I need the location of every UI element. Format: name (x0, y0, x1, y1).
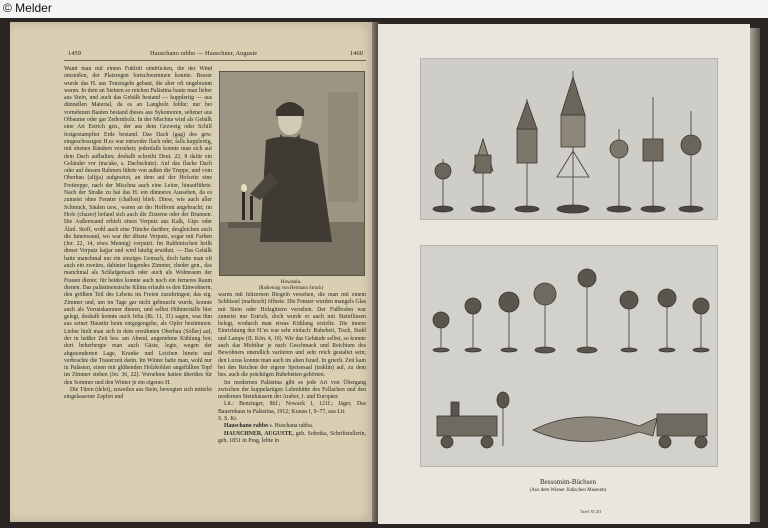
top-bar (0, 0, 768, 18)
author-initials: S. S. Kr. (218, 416, 238, 423)
entry-text: s. Hoschana rabba. (269, 423, 314, 430)
hawdala-etching (219, 71, 365, 276)
literature: Lit.: Benzinger, 86f.; Nowack I, 121f.; Jäger, Das Bauernhaus in Palästina, 1912; Krauss I, 9–77, aus Lit. (218, 401, 366, 415)
spice-boxes-illustration (421, 246, 717, 466)
text-column-left (64, 66, 212, 476)
paragraph: Wand man mit einem Fußtritt eindrücken, die der Wind umstoßen, der Platzregen fortschwemmen konnte. Besser wurde das H. aus Tonziegeln gebaut, die aber oft ungebrannt waren. In dem an Steinen so reichen Palästina baute man lieber aus Stein, und auch das Gebälk bestand — kupplertig — aus dünnellen Material, da es an Langholz fehlte; nur bei vornehmen Bauten bestand dieses aus Sykomoren, seltener aus Olbaume oder gar Zedernholz. In der Mischna wird als Gebälk eine Art Estrich gen., der aus dem Gezweig oder Schilf festgestampfter Erde bestand. Das Dach (gag) des gew. eingeschossigen H.es war entweder flach oder, falls kupplertig, mit ebenen Rändern versehen; jedenfalls konnte man sich auf dem Dach aufhalten; deshalb schreibt Deut. 22, 8 dafür ein Geländer vor (ma'ake, s. Dachschutz). Auf das flache Dach oder auf dessen Rahmen führte von außen die Treppe, und vom Oberbau (alijja) aufgesetzt, an dem auf der Hofseite eine Freitreppe, nach der Mischna auch eine Leiter, hinaufführte. Nach der Straße zu hat das H. ein dünneres Aussehen, da es zumeist ohne Fenster (challon) blieb. Diese, wie auch aller Schmuck, Säulen usw., waren an der Hoffront angebracht; im Hofe (chazer) befand sich auch die Zisterne oder der Brunnen. Die Außenwand erhielt einen Verputz aus Kalk, Gips oder Ähnl. Stoff, wohl auch eine Tünche darüber, desgleichen auch die Innenwand, wo war der älteste Verputz, sogar mit Farben (Jer. 22, 14, etwa Mennig) verputzt. Im Rabbinischen heißt dieser Verputz kajjar und wird häufig erwähnt. — Das Gebälk hatte manchmal nur ein einziges Gemach, doch hatte man oft auch ein zweites, dahinter liegendes Zimmer, cheder gen., das manchmal als Schlafgemach oder auch als Wohnraum der Frauen diente; für beides konnte auch noch ein ferneres Raum dienen. Das palästinensische Klima erlaubt es den Einwohnern, den größten Teil des Lebens im Freien zuzubringen; das eig. Zimmer und, um im Tage gar nicht gebraucht wurde, konnte auch als Vorratskammer dienen, und selbst Hühnerställe hier gelegt, deshalb konnte auch Jefta (Ri. 11, 31) sagen, was ihm aus seiner Haustür beim entgegengehe, als Opfer bestimmen. Lieber hielt man sich in dem erwähnten Oberbau (Söller) auf, der in heißer Zeit bes. am Abend, angenehme Kühlung bot; dort beherbergte man auch Gäste, legte, wegen der abgesonderten Lage, Kranke und Leichen hinein und verbrachte die Trauerzeit darin. Im Winter hatte man, wohl nur in Palästen, einen mit glühenden Holzkohlen angefüllten Topf im Zimmer stehen (Jer. 36, 22). Vornehme hatten überdies für den Sommer und den Winter je ein eigenes H. (64, 66, 212, 386)
entry-hauschano (218, 423, 366, 430)
plate-caption: Bessomim-Büchsen (540, 478, 596, 486)
entry-text: geb. Sobotka, Schriftstellerin, geb. 1851 in Prag, lebte in (218, 430, 366, 444)
spice-boxes-photo-top (420, 58, 718, 220)
entry-title: HAUSCHNER, AUGUSTE, (224, 430, 294, 437)
spice-boxes-photo-bottom (420, 245, 718, 467)
etching-credit: (Radierung von Hermann Struck) (258, 286, 324, 291)
text-column-right (218, 292, 366, 488)
entry-hauschner (218, 431, 366, 446)
paragraph: Im modernen Palästina gibt es jede Art von Übergang zwischen der kuppelartigen Lehmhütte des Fellachen und den modernen Steinhäusern der Araber, J. und Europäer. (218, 379, 366, 401)
paragraph: waren mit hölzernen Riegeln versehen, die man mit einem Schlüssel (maftesch) öffnete. Die Fenster wurden mangels Glas mit Stein oder Holzgittern versehen. Der Fußboden war zumeist nur Estrich, doch wurde er auch mit Steinfliesen belegt, wodurch man etwas Kühlung erzielte. Die innere Einrichtung des H.'es war sehr einfach: Ruhebett, Tisch, Stuhl und Lampe (II. Kön. 4, 10). Wie das Gebäude selbst, so konnte auch das Mobiliar je nach Geschmack und Reichtum des Bewohners unendlich variieren und sehr reich gestaltet sein; den Luxus konnte man auch im alten Israel. In griech. Zeit kam bei den Reichen der eigene Speisesaal (traklin) auf, zu dem bes. auch die prächtigen Ruhebetten gehörten. (218, 292, 366, 379)
etching-illustration (220, 72, 364, 275)
paragraph: Die Türen (delet), zuweilen aus Stein, bewegten sich mittelst eingelassener Zapfen und (64, 387, 212, 401)
entry-title: Hauschano rabbo (224, 423, 268, 430)
spice-towers-illustration (421, 59, 717, 219)
plate-source: (Aus dem Wiener Jüdischen Museum) (529, 488, 607, 493)
page-number-left: 1459 (68, 50, 81, 57)
header-rule (64, 60, 366, 61)
page-number-right: 1460 (350, 50, 363, 57)
photo-credit: © Melder (3, 1, 52, 15)
etching-caption: Hawdala. (280, 279, 302, 285)
running-header: Hauschano rabbo — Hauschner, Auguste (150, 50, 258, 57)
plate-number: Tafel XCIII (580, 509, 602, 514)
page-edges (750, 28, 760, 522)
